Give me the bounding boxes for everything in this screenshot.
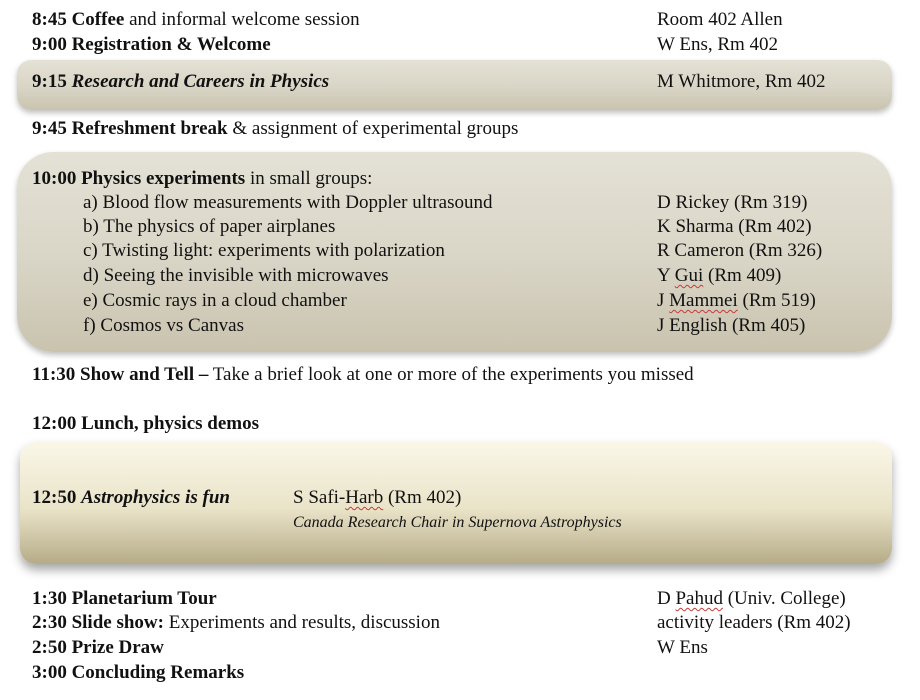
time: 9:00: [32, 34, 67, 55]
event-description: and informal welcome session: [124, 9, 360, 30]
schedule-item-945: [32, 118, 518, 140]
event-title: Research and Careers in Physics: [71, 71, 330, 92]
event-location: activity leaders (Rm 402): [657, 612, 851, 633]
experiment-leader: D Rickey (Rm 319): [657, 192, 808, 213]
speaker-surname: Harb: [345, 487, 384, 508]
speaker: [293, 487, 461, 509]
event-location: M Whitmore, Rm 402: [657, 71, 826, 92]
schedule-item-1200: [32, 413, 259, 435]
schedule-item-300: [32, 662, 244, 684]
event-title: Coffee: [71, 9, 125, 30]
experiment-leader: R Cameron (Rm 326): [657, 240, 823, 261]
event-description: Experiments and results, discussion: [163, 612, 440, 633]
schedule-item-130: [32, 588, 217, 610]
time: 1:30: [32, 588, 67, 609]
experiment-label: e) Cosmic rays in a cloud chamber: [83, 290, 347, 311]
experiment-leader: [657, 290, 816, 312]
event-title: Lunch, physics demos: [81, 413, 259, 434]
leader-initial: Y: [657, 265, 675, 286]
experiment-leader: J English (Rm 405): [657, 315, 806, 336]
event-title: Slide show:: [71, 612, 164, 633]
event-title: Registration & Welcome: [71, 34, 271, 55]
speaker-name: S Safi-: [293, 487, 346, 508]
experiment-label: b) The physics of paper airplanes: [83, 216, 336, 237]
location-place: (Univ. College): [722, 588, 846, 609]
time: 3:00: [32, 662, 67, 683]
event-description: & assignment of experimental groups: [227, 118, 519, 139]
experiment-leader: K Sharma (Rm 402): [657, 216, 812, 237]
experiment-label: a) Blood flow measurements with Doppler ultrasound: [83, 192, 493, 213]
event-title: Astrophysics is fun: [81, 487, 230, 508]
experiment-label: d) Seeing the invisible with microwaves: [83, 265, 389, 286]
event-description: Take a brief look at one or more of the experiments you missed: [208, 364, 694, 385]
time: 12:50: [32, 487, 77, 508]
event-title: Planetarium Tour: [71, 588, 217, 609]
event-location: Room 402 Allen: [657, 9, 783, 30]
schedule-item-1000: [32, 168, 372, 190]
schedule-item-1250: [32, 487, 230, 509]
experiment-label: c) Twisting light: experiments with polarization: [83, 240, 445, 261]
leader-surname: Gui: [674, 265, 704, 286]
leader-room: (Rm 409): [703, 265, 782, 286]
time: 8:45: [32, 9, 67, 30]
event-title: Show and Tell –: [80, 364, 209, 385]
event-title: Prize Draw: [71, 637, 164, 658]
leader-initial: J: [657, 290, 670, 311]
experiment-label: f) Cosmos vs Canvas: [83, 315, 244, 336]
leader-room: (Rm 519): [737, 290, 816, 311]
event-title: Concluding Remarks: [71, 662, 245, 683]
speaker-room: (Rm 402): [383, 487, 462, 508]
schedule-item-900: [32, 34, 271, 56]
schedule-item-845: [32, 9, 360, 31]
location-initial: D: [657, 588, 676, 609]
event-title: Refreshment break: [71, 118, 228, 139]
speaker-affiliation: Canada Research Chair in Supernova Astrophysics: [293, 514, 622, 531]
leader-surname: Mammei: [669, 290, 738, 311]
time: 12:00: [32, 413, 77, 434]
event-description: in small groups:: [245, 168, 373, 189]
location-surname: Pahud: [675, 588, 723, 609]
time: 9:45: [32, 118, 67, 139]
time: 11:30: [32, 364, 76, 385]
schedule-item-230: [32, 612, 440, 634]
event-location: W Ens: [657, 637, 708, 658]
schedule-item-915: [32, 71, 329, 93]
time: 10:00: [32, 168, 77, 189]
event-location: [657, 588, 846, 610]
schedule-item-250: [32, 637, 164, 659]
schedule-item-1130: [32, 364, 694, 386]
event-location: W Ens, Rm 402: [657, 34, 779, 55]
time: 2:30: [32, 612, 67, 633]
time: 9:15: [32, 71, 67, 92]
time: 2:50: [32, 637, 67, 658]
experiment-leader: [657, 265, 781, 287]
event-title: Physics experiments: [81, 168, 246, 189]
